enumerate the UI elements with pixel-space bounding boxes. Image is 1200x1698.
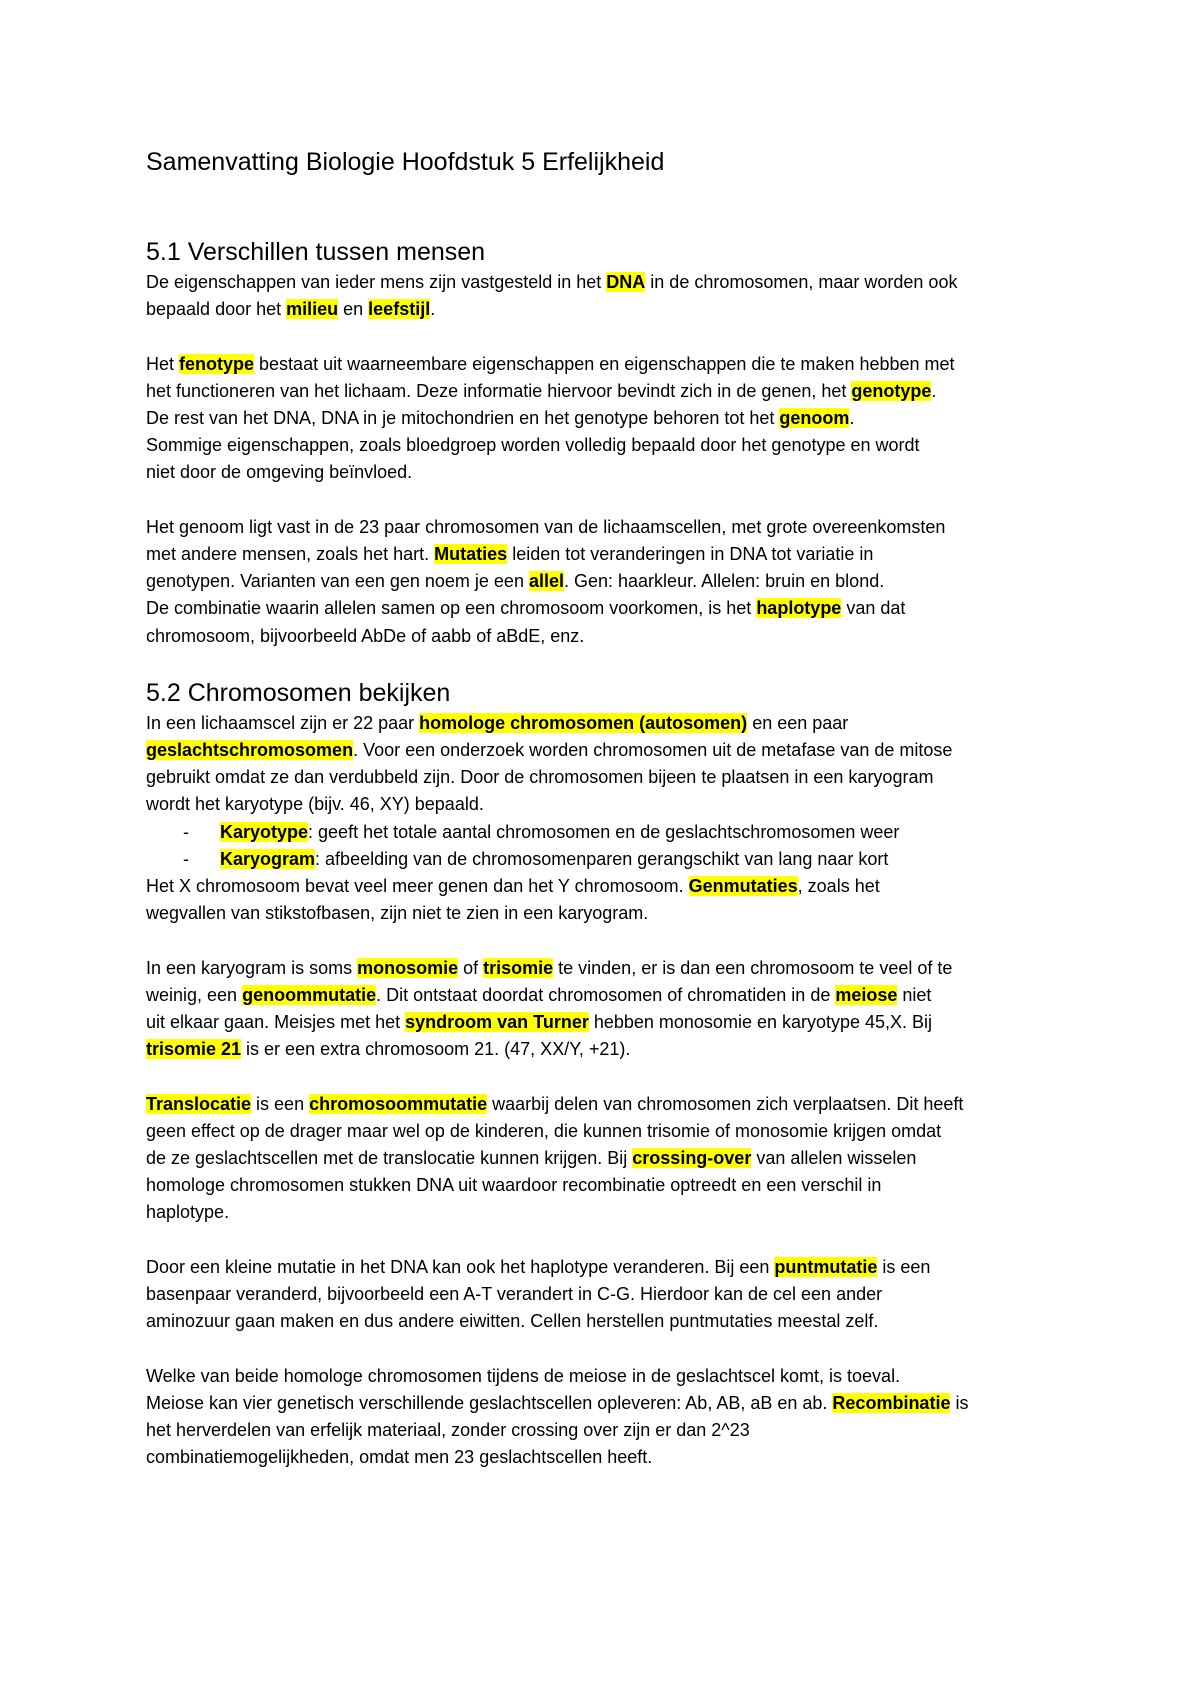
text-run: De rest van het DNA, DNA in je mitochondrien en het genotype behoren tot het <box>146 408 780 428</box>
text-run: niet <box>897 984 932 1005</box>
highlighted-term: geslachtschromosomen <box>146 740 354 761</box>
dash-bullet-icon: - <box>183 821 189 842</box>
text-run: . Voor een onderzoek worden chromosomen uit de metafase van de mitose <box>353 740 953 761</box>
text-run: niet door de omgeving beïnvloed. <box>146 462 413 483</box>
text-run: en een paar <box>747 712 849 733</box>
text-run: bepaald door het <box>146 299 287 320</box>
section-heading: 5.2 Chromosomen bekijken <box>146 678 451 707</box>
text-run: wegvallen van stikstofbasen, zijn niet te zien in een karyogram. <box>146 903 649 924</box>
highlighted-term: monosomie <box>357 957 459 978</box>
text-run: combinatiemogelijkheden, omdat men 23 geslachtscellen heeft. <box>146 1447 653 1468</box>
text-run: wordt het karyotype (bijv. 46, XY) bepaald. <box>146 794 484 815</box>
highlighted-term: Karyogram <box>220 848 316 869</box>
highlighted-term: homologe chromosomen (autosomen) <box>419 712 748 733</box>
text-run: Het <box>146 353 180 374</box>
paragraph <box>146 1091 1076 1227</box>
dash-bullet-icon: - <box>183 848 189 869</box>
paragraph <box>146 1363 1076 1472</box>
text-run: de ze geslachtscellen met de translocatie kunnen krijgen. Bij <box>146 1148 633 1169</box>
highlighted-term: meiose <box>835 984 898 1005</box>
text-run: leiden tot veranderingen in DNA tot variatie in <box>507 544 874 564</box>
text-run: aminozuur gaan maken en dus andere eiwitten. Cellen herstellen puntmutaties meestal zelf. <box>146 1311 879 1332</box>
text-run: De combinatie waarin allelen samen op een chromosoom voorkomen, is het <box>146 598 757 619</box>
text-run: en <box>338 299 369 320</box>
paragraph <box>146 1254 1076 1336</box>
text-run: In een lichaamscel zijn er 22 paar <box>146 712 420 733</box>
text-run: met andere mensen, zoals het hart. <box>146 544 435 564</box>
text-run: . Gen: haarkleur. Allelen: bruin en blond. <box>564 571 885 592</box>
text-run: Meiose kan vier genetisch verschillende geslachtscellen opleveren: Ab, AB, aB en ab. <box>146 1392 833 1413</box>
text-run: Het genoom ligt vast in de 23 paar chromosomen van de lichaamscellen, met grote overeenkomsten <box>146 516 946 537</box>
text-run: geen effect op de drager maar wel op de kinderen, die kunnen trisomie of monosomie krijgen omdat <box>146 1120 942 1141</box>
text-run: genotypen. Varianten van een gen noem je een <box>146 571 529 592</box>
text-run: In een karyogram is soms <box>146 957 358 978</box>
text-run: het herverdelen van erfelijk materiaal, zonder crossing over zijn er dan 2^23 <box>146 1420 750 1441</box>
text-run: . Dit ontstaat doordat chromosomen of chromatiden in de <box>376 984 836 1005</box>
highlighted-term: DNA <box>606 272 646 292</box>
text-run: . <box>931 380 937 401</box>
text-run: in de chromosomen, maar worden ook <box>645 272 958 292</box>
text-run: . <box>430 299 436 320</box>
text-run: basenpaar veranderd, bijvoorbeeld een A-T verandert in C-G. Hierdoor kan de cel een ander <box>146 1284 883 1305</box>
text-run: is een <box>251 1093 310 1114</box>
text-run: weinig, een <box>146 984 243 1005</box>
text-run: bestaat uit waarneembare eigenschappen en eigenschappen die te maken hebben met <box>254 353 955 374</box>
text-run: Sommige eigenschappen, zoals bloedgroep worden volledig bepaald door het genotype en wordt <box>146 435 920 456</box>
text-run: te vinden, er is dan een chromosoom te veel of te <box>553 957 953 978</box>
highlighted-term: Mutaties <box>434 544 508 564</box>
highlighted-term: crossing-over <box>632 1148 752 1169</box>
highlighted-term: puntmutatie <box>774 1256 878 1277</box>
highlighted-term: syndroom van Turner <box>405 1012 589 1033</box>
highlighted-term: haplotype <box>756 598 842 619</box>
text-run: is <box>950 1392 969 1413</box>
paragraph <box>146 514 1076 650</box>
text-run: haplotype. <box>146 1202 230 1223</box>
paragraph <box>146 269 1076 323</box>
text-run: hebben monosomie en karyotype 45,X. Bij <box>588 1012 933 1033</box>
text-run: of <box>458 957 484 978</box>
highlighted-term: genotype <box>851 380 932 401</box>
highlighted-term: chromosoommutatie <box>309 1093 488 1114</box>
list-item <box>146 819 1076 846</box>
section-heading: 5.1 Verschillen tussen mensen <box>146 238 486 266</box>
paragraph <box>146 351 1076 487</box>
text-run: : afbeelding van de chromosomenparen gerangschikt van lang naar kort <box>315 848 889 869</box>
text-run: het functioneren van het lichaam. Deze informatie hiervoor bevindt zich in de genen, het <box>146 380 852 401</box>
text-run: is er een extra chromosoom 21. (47, XX/Y, +21). <box>241 1039 631 1060</box>
text-run: : geeft het totale aantal chromosomen en de geslachtschromosomen weer <box>308 821 900 842</box>
highlighted-term: Recombinatie <box>832 1392 951 1413</box>
paragraph <box>146 873 1076 927</box>
text-run: . <box>849 408 855 428</box>
text-run: , zoals het <box>797 876 880 897</box>
highlighted-term: trisomie 21 <box>146 1039 242 1060</box>
highlighted-term: Translocatie <box>146 1093 252 1114</box>
text-run: gebruikt omdat ze dan verdubbeld zijn. Door de chromosomen bijeen te plaatsen in een karyogram <box>146 767 934 788</box>
text-run: uit elkaar gaan. Meisjes met het <box>146 1012 406 1033</box>
highlighted-term: allel <box>528 571 564 592</box>
text-run: De eigenschappen van ieder mens zijn vastgesteld in het <box>146 272 607 292</box>
highlighted-term: genoom <box>779 408 850 428</box>
highlighted-term: genoommutatie <box>242 984 377 1005</box>
highlighted-term: leefstijl <box>368 299 431 320</box>
highlighted-term: Karyotype <box>220 821 309 842</box>
text-run: van allelen wisselen <box>751 1148 917 1169</box>
text-run: van dat <box>841 598 906 619</box>
text-run: is een <box>877 1256 931 1277</box>
document-body <box>146 235 1076 1471</box>
highlighted-term: Genmutaties <box>688 876 798 897</box>
text-run: Welke van beide homologe chromosomen tijdens de meiose in de geslachtscel komt, is toeval. <box>146 1365 901 1386</box>
paragraph <box>146 710 1076 819</box>
text-run: homologe chromosomen stukken DNA uit waardoor recombinatie optreedt en een verschil in <box>146 1175 882 1196</box>
paragraph <box>146 955 1076 1064</box>
text-run: chromosoom, bijvoorbeeld AbDe of aabb of aBdE, enz. <box>146 625 585 646</box>
highlighted-term: trisomie <box>483 957 554 978</box>
definition-list <box>146 819 1076 873</box>
text-run: Door een kleine mutatie in het DNA kan ook het haplotype veranderen. Bij een <box>146 1256 775 1277</box>
highlighted-term: milieu <box>286 299 339 320</box>
document-page <box>146 145 1076 1471</box>
list-item <box>146 846 1076 873</box>
text-run: Het X chromosoom bevat veel meer genen dan het Y chromosoom. <box>146 876 689 897</box>
document-title: Samenvatting Biologie Hoofdstuk 5 Erfelijkheid <box>146 148 665 176</box>
highlighted-term: fenotype <box>179 353 255 374</box>
text-run: waarbij delen van chromosomen zich verplaatsen. Dit heeft <box>487 1093 964 1114</box>
